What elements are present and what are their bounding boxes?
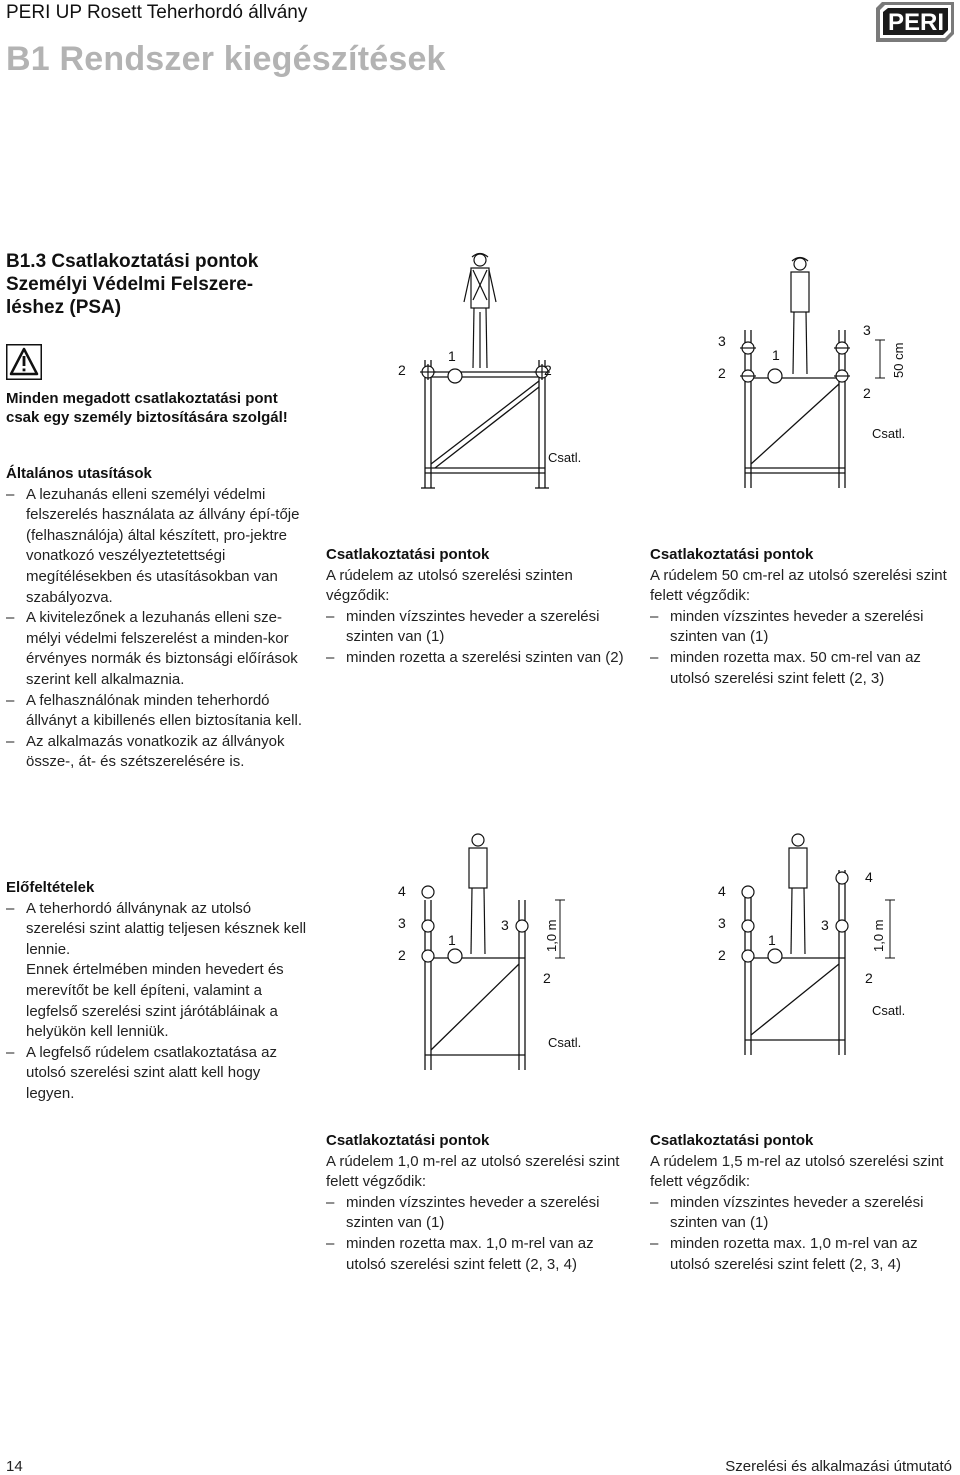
- worker-figure: [789, 834, 807, 954]
- prereq-item-continuation: Ennek értelmében minden hevedert és merevítőt be kell építeni, valamint a legfelső szerelési szint járótábláinak a helyükön kell lenniük.: [26, 961, 284, 1041]
- diagram-4: [700, 830, 940, 1080]
- label-1: 1: [768, 932, 776, 948]
- rosette-markers: [420, 364, 550, 383]
- caption-item: – minden rozetta max. 50 cm-rel van az utolsó szerelési szint felett (2, 3): [650, 648, 955, 689]
- caption-item: – minden vízszintes heveder a szerelési szinten van (1): [326, 1193, 631, 1234]
- caption-2: [650, 545, 955, 689]
- prereq-item: – A teherhordó állványnak az utolsó szerelési szint alattig teljesen késznek kell lennie.: [6, 899, 312, 961]
- worker-figure: [464, 254, 496, 369]
- label-2-right: 2: [544, 362, 552, 378]
- worker-figure: [791, 258, 809, 375]
- diagram-3: [380, 830, 600, 1080]
- warning-icon: [6, 344, 42, 380]
- prereq-heading: Előfeltételek: [6, 879, 95, 896]
- logo-text: PERI: [887, 9, 945, 36]
- scaffold-frame: [745, 870, 845, 1055]
- caption-item: – minden rozetta max. 1,0 m-rel van az utolsó szerelési szint felett (2, 3, 4): [650, 1234, 955, 1275]
- label-4: 4: [398, 883, 406, 899]
- caption-item: – minden vízszintes heveder a szerelési szinten van (1): [326, 607, 631, 648]
- caption-item: – minden rozetta max. 1,0 m-rel van az utolsó szerelési szint felett (2, 3, 4): [326, 1234, 631, 1275]
- page-number: 14: [6, 1458, 23, 1475]
- manual-name: Szerelési és alkalmazási útmutató: [725, 1458, 952, 1475]
- general-item: – Az alkalmazás vonatkozik az állványok össze-, át- és szétszerelésére is.: [6, 732, 312, 773]
- label-4-left: 4: [718, 883, 726, 899]
- rosette-markers: [422, 886, 528, 963]
- label-csatl: Csatl.: [872, 1003, 906, 1018]
- general-item: – A felhasználónak minden teherhordó állványt a kibillenés ellen biztosítania kell.: [6, 691, 312, 732]
- label-2-right: 2: [865, 970, 873, 986]
- caption-heading: Csatlakoztatási pontok: [326, 546, 490, 563]
- caption-intro: A rúdelem 1,5 m-rel az utolsó szerelési szint felett végződik:: [650, 1152, 944, 1191]
- caption-3: [326, 1131, 631, 1275]
- label-3-right: 3: [501, 917, 509, 933]
- general-item: – A lezuhanás elleni személyi védelmi felszerelés használata az állvány épí-tője (felhasználója) által készített, pro-jektre vonatkozó veszélyeztetettségi megítélésekben és utasításokban van szabályozva.: [6, 485, 312, 609]
- label-2-right: 2: [543, 970, 551, 986]
- scaffold-frame: [421, 360, 549, 488]
- diagram-1: [380, 250, 600, 500]
- label-1: 1: [772, 347, 780, 363]
- caption-heading: Csatlakoztatási pontok: [650, 546, 814, 563]
- caption-intro: A rúdelem 50 cm-rel az utolsó szerelési szint felett végződik:: [650, 566, 947, 605]
- general-heading: Általános utasítások: [6, 465, 152, 482]
- label-csatl: Csatl.: [548, 1035, 582, 1050]
- section-title: B1 Rendszer kiegészítések: [6, 40, 446, 78]
- scaffold-frame: [425, 900, 525, 1070]
- dimension-line: [885, 900, 895, 958]
- caption-item: – minden vízszintes heveder a szerelési szinten van (1): [650, 1193, 955, 1234]
- scaffold-frame: [745, 330, 845, 488]
- caption-heading: Csatlakoztatási pontok: [650, 1132, 814, 1149]
- dimension-label: 50 cm: [891, 342, 906, 378]
- general-item: – A kivitelezőnek a lezuhanás elleni sze-mélyi védelmi felszerelést a minden-kor érvényes normák és biztonsági előírások szerint kell alkalmaznia.: [6, 608, 312, 690]
- dimension-label: 1,0 m: [871, 919, 886, 952]
- label-3-right: 3: [821, 917, 829, 933]
- caption-intro: A rúdelem az utolsó szerelési szinten végződik:: [326, 566, 573, 605]
- label-1: 1: [448, 348, 456, 364]
- caption-intro: A rúdelem 1,0 m-rel az utolsó szerelési szint felett végződik:: [326, 1152, 620, 1191]
- label-4-right: 4: [865, 869, 873, 885]
- worker-figure: [469, 834, 487, 954]
- caption-1: [326, 545, 631, 669]
- peri-logo: [876, 0, 954, 42]
- label-3-right: 3: [863, 322, 871, 338]
- label-2-right: 2: [863, 385, 871, 401]
- dimension-label: 1,0 m: [544, 919, 559, 952]
- caption-item: – minden vízszintes heveder a szerelési szinten van (1): [650, 607, 955, 648]
- caption-item: – minden rozetta a szerelési szinten van (2): [326, 648, 631, 669]
- prerequisites: [6, 878, 312, 1105]
- rosette-markers: [740, 342, 850, 383]
- caption-heading: Csatlakoztatási pontok: [326, 1132, 490, 1149]
- label-2-left: 2: [718, 365, 726, 381]
- label-2-left: 2: [718, 947, 726, 963]
- label-2-left: 2: [398, 362, 406, 378]
- rosette-markers: [742, 872, 848, 963]
- label-1: 1: [448, 932, 456, 948]
- document-title: PERI UP Rosett Teherhordó állvány: [6, 2, 308, 23]
- subsection-heading: B1.3 Csatlakoztatási pontok Személyi Védelmi Felszere-léshez (PSA): [6, 251, 259, 318]
- general-instructions: [6, 464, 312, 773]
- label-csatl: Csatl.: [548, 450, 582, 465]
- label-csatl: Csatl.: [872, 426, 906, 441]
- label-3-left: 3: [398, 915, 406, 931]
- label-3-left: 3: [718, 915, 726, 931]
- prereq-item: – A legfelső rúdelem csatlakoztatása az utolsó szerelési szint alatt kell hogy legyen.: [6, 1043, 312, 1105]
- dimension-line: [875, 340, 885, 378]
- caption-4: [650, 1131, 955, 1275]
- label-3-left: 3: [718, 333, 726, 349]
- warning-text: Minden megadott csatlakoztatási pont csak egy személy biztosítására szolgál!: [6, 390, 288, 426]
- diagram-2: [700, 250, 940, 500]
- label-2-left: 2: [398, 947, 406, 963]
